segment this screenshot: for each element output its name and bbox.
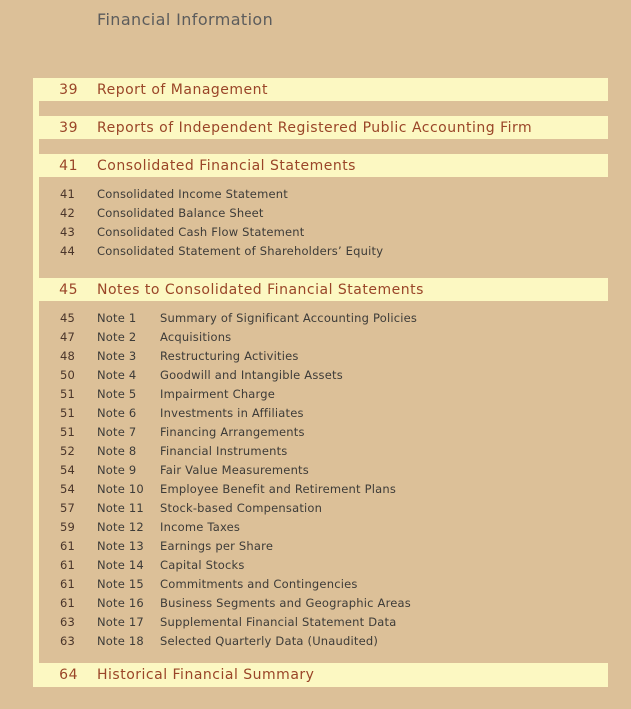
item-page-number: 51 [59, 424, 75, 439]
section-title: Reports of Independent Registered Public Accounting Firm [97, 119, 533, 136]
note-label: Note 12 [97, 519, 144, 534]
section-page-number: 64 [59, 667, 78, 683]
section-row-independent-accounting-firm [33, 116, 608, 139]
section-row-notes-to-consolidated-financial-statements [33, 278, 608, 301]
item-title: Supplemental Financial Statement Data [160, 614, 397, 629]
item-title: Investments in Affiliates [160, 405, 304, 420]
toc-item-row [33, 555, 631, 574]
note-label: Note 17 [97, 614, 144, 629]
note-label: Note 10 [97, 481, 144, 496]
toc-item-row [33, 365, 631, 384]
note-label: Note 7 [97, 424, 137, 439]
toc-item-row [33, 441, 631, 460]
item-title: Goodwill and Intangible Assets [160, 367, 343, 382]
item-page-number: 57 [59, 500, 75, 515]
item-title: Consolidated Balance Sheet [97, 205, 264, 220]
item-title: Income Taxes [160, 519, 241, 534]
section-page-number: 45 [59, 281, 78, 298]
item-page-number: 41 [59, 186, 75, 201]
note-label: Note 15 [97, 576, 144, 591]
note-label: Note 11 [97, 500, 144, 515]
item-title: Summary of Significant Accounting Policies [160, 310, 418, 325]
item-page-number: 61 [59, 538, 75, 553]
item-page-number: 48 [59, 348, 75, 363]
note-label: Note 1 [97, 310, 137, 325]
item-page-number: 43 [59, 224, 75, 239]
item-title: Acquisitions [160, 329, 232, 344]
toc-item-row [33, 612, 631, 631]
toc-item-row [33, 574, 631, 593]
toc-panel [33, 78, 631, 687]
toc-item-row [33, 203, 631, 222]
item-title: Impairment Charge [160, 386, 276, 401]
toc-item-row [33, 498, 631, 517]
toc-item-row [33, 346, 631, 365]
item-title: Financial Instruments [160, 443, 288, 458]
toc-item-row [33, 403, 631, 422]
item-page-number: 47 [59, 329, 75, 344]
item-page-number: 54 [59, 481, 75, 496]
toc-item-row [33, 308, 631, 327]
toc-item-row [33, 593, 631, 612]
item-title: Consolidated Income Statement [97, 186, 288, 201]
item-title: Business Segments and Geographic Areas [160, 595, 411, 610]
toc-item-row [33, 517, 631, 536]
item-page-number: 61 [59, 576, 75, 591]
item-page-number: 51 [59, 405, 75, 420]
item-page-number: 50 [59, 367, 75, 382]
item-page-number: 44 [59, 243, 75, 258]
item-title: Employee Benefit and Retirement Plans [160, 481, 397, 496]
item-title: Stock-based Compensation [160, 500, 323, 515]
item-title: Selected Quarterly Data (Unaudited) [160, 633, 379, 648]
toc-item-row [33, 384, 631, 403]
item-title: Capital Stocks [160, 557, 245, 572]
toc-item-row [33, 536, 631, 555]
item-page-number: 42 [59, 205, 75, 220]
note-label: Note 4 [97, 367, 137, 382]
note-label: Note 14 [97, 557, 144, 572]
subsection-block-notes [33, 301, 631, 663]
item-title: Commitments and Contingencies [160, 576, 358, 591]
toc-item-row [33, 631, 631, 650]
item-title: Consolidated Statement of Shareholders’ Equity [97, 243, 384, 258]
toc-item-row [33, 327, 631, 346]
item-page-number: 45 [59, 310, 75, 325]
item-page-number: 61 [59, 557, 75, 572]
section-title: Historical Financial Summary [97, 667, 315, 683]
row-gap [33, 139, 631, 154]
note-label: Note 5 [97, 386, 137, 401]
item-page-number: 63 [59, 614, 75, 629]
toc-item-row [33, 479, 631, 498]
item-title: Consolidated Cash Flow Statement [97, 224, 305, 239]
toc-item-row [33, 184, 631, 203]
section-page-number: 39 [59, 81, 78, 98]
note-label: Note 8 [97, 443, 137, 458]
toc-item-row [33, 422, 631, 441]
item-title: Earnings per Share [160, 538, 274, 553]
section-title: Consolidated Financial Statements [97, 157, 356, 174]
toc-item-row [33, 222, 631, 241]
item-title: Restructuring Activities [160, 348, 299, 363]
note-label: Note 6 [97, 405, 137, 420]
subsection-block-consolidated-statements [33, 177, 631, 278]
section-page-number: 41 [59, 157, 78, 174]
note-label: Note 2 [97, 329, 137, 344]
item-page-number: 63 [59, 633, 75, 648]
toc-item-row [33, 460, 631, 479]
toc-item-row [33, 241, 631, 260]
note-label: Note 9 [97, 462, 137, 477]
item-page-number: 59 [59, 519, 75, 534]
item-page-number: 52 [59, 443, 75, 458]
item-title: Fair Value Measurements [160, 462, 309, 477]
row-gap [33, 101, 631, 116]
page-title: Financial Information [97, 10, 274, 29]
section-page-number: 39 [59, 119, 78, 136]
section-row-consolidated-financial-statements [33, 154, 608, 177]
section-row-report-of-management [33, 78, 608, 101]
item-page-number: 61 [59, 595, 75, 610]
section-row-historical-financial-summary [33, 663, 608, 687]
note-label: Note 18 [97, 633, 144, 648]
note-label: Note 13 [97, 538, 144, 553]
item-page-number: 51 [59, 386, 75, 401]
note-label: Note 3 [97, 348, 137, 363]
section-title: Report of Management [97, 81, 269, 98]
item-title: Financing Arrangements [160, 424, 305, 439]
item-page-number: 54 [59, 462, 75, 477]
note-label: Note 16 [97, 595, 144, 610]
section-title: Notes to Consolidated Financial Statements [97, 281, 424, 298]
